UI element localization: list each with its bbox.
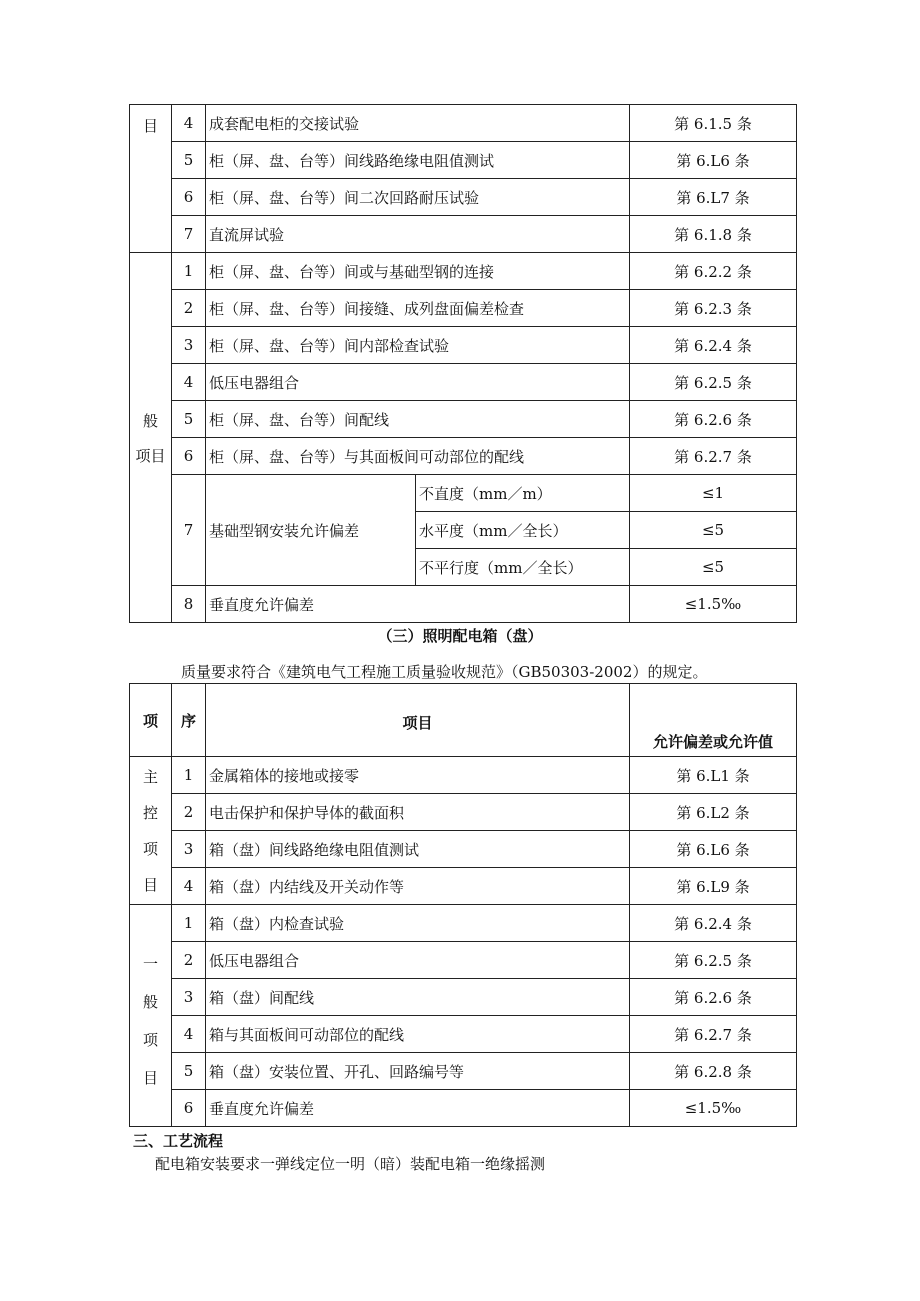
standard-ref: 第 6.2.3 条 xyxy=(630,290,797,327)
tolerance-value: ≤1 xyxy=(630,475,797,512)
row-number: 1 xyxy=(172,253,206,290)
row-number: 6 xyxy=(172,438,206,475)
standard-ref: 第 6.L1 条 xyxy=(630,757,797,794)
item-text: 柜（屏、盘、台等）与其面板间可动部位的配线 xyxy=(206,438,630,475)
header-sequence: 序 xyxy=(172,684,206,757)
standard-ref: 第 6.L2 条 xyxy=(630,794,797,831)
row-number: 4 xyxy=(172,868,206,905)
row-number: 2 xyxy=(172,290,206,327)
standard-ref: 第 6.2.2 条 xyxy=(630,253,797,290)
main-control-label: 主 控 项 目 xyxy=(130,757,172,905)
general-items-label: 般 项目 xyxy=(130,253,172,623)
tolerance-value: ≤5 xyxy=(630,549,797,586)
item-text: 低压电器组合 xyxy=(206,364,630,401)
main-control-label: 目 xyxy=(130,105,172,253)
item-text: 垂直度允许偏差 xyxy=(206,586,630,623)
row-number: 4 xyxy=(172,1016,206,1053)
standard-ref: 第 6.L6 条 xyxy=(630,831,797,868)
standard-ref: 第 6.L7 条 xyxy=(630,179,797,216)
row-number: 5 xyxy=(172,142,206,179)
standard-ref: 第 6.2.7 条 xyxy=(630,1016,797,1053)
tolerance-value: ≤5 xyxy=(630,512,797,549)
standard-ref: 第 6.1.8 条 xyxy=(630,216,797,253)
sub-item-label: 不平行度（mm／全长） xyxy=(416,549,630,586)
row-number: 6 xyxy=(172,1090,206,1127)
row-number: 4 xyxy=(172,364,206,401)
lighting-panel-inspection-table xyxy=(129,683,797,1127)
item-text: 箱与其面板间可动部位的配线 xyxy=(206,1016,630,1053)
standard-ref: 第 6.2.5 条 xyxy=(630,364,797,401)
row-number: 2 xyxy=(172,794,206,831)
item-text: 柜（屏、盘、台等）间线路绝缘电阻值测试 xyxy=(206,142,630,179)
section-title: （三）照明配电箱（盘） xyxy=(377,627,543,645)
standard-ref: 第 6.L6 条 xyxy=(630,142,797,179)
header-category: 项 xyxy=(130,684,172,757)
sub-item-label: 水平度（mm／全长） xyxy=(416,512,630,549)
header-tolerance: 允许偏差或允许值 xyxy=(630,684,797,757)
item-text: 垂直度允许偏差 xyxy=(206,1090,630,1127)
standard-ref: 第 6.1.5 条 xyxy=(630,105,797,142)
item-text: 基础型钢安装允许偏差 xyxy=(206,475,416,586)
row-number: 1 xyxy=(172,757,206,794)
row-number: 4 xyxy=(172,105,206,142)
row-number: 7 xyxy=(172,216,206,253)
row-number: 5 xyxy=(172,401,206,438)
standard-ref: 第 6.2.8 条 xyxy=(630,1053,797,1090)
item-text: 箱（盘）间配线 xyxy=(206,979,630,1016)
row-number: 1 xyxy=(172,905,206,942)
item-text: 箱（盘）内结线及开关动作等 xyxy=(206,868,630,905)
process-flow-text: 配电箱安装要求一弹线定位一明（暗）装配电箱一绝缘摇测 xyxy=(155,1155,546,1173)
row-number: 3 xyxy=(172,831,206,868)
item-text: 柜（屏、盘、台等）间接缝、成列盘面偏差检查 xyxy=(206,290,630,327)
item-text: 金属箱体的接地或接零 xyxy=(206,757,630,794)
row-number: 7 xyxy=(172,475,206,586)
item-text: 柜（屏、盘、台等）间内部检查试验 xyxy=(206,327,630,364)
row-number: 3 xyxy=(172,327,206,364)
row-number: 8 xyxy=(172,586,206,623)
row-number: 3 xyxy=(172,979,206,1016)
standard-ref: 第 6.L9 条 xyxy=(630,868,797,905)
standard-ref: 第 6.2.6 条 xyxy=(630,401,797,438)
tolerance-value: ≤1.5‰ xyxy=(630,586,797,623)
standard-ref: 第 6.2.6 条 xyxy=(630,979,797,1016)
process-heading: 三、工艺流程 xyxy=(133,1132,224,1150)
item-text: 低压电器组合 xyxy=(206,942,630,979)
standard-ref: 第 6.2.4 条 xyxy=(630,327,797,364)
item-text: 电击保护和保护导体的截面积 xyxy=(206,794,630,831)
row-number: 6 xyxy=(172,179,206,216)
item-text: 成套配电柜的交接试验 xyxy=(206,105,630,142)
tolerance-value: ≤1.5‰ xyxy=(630,1090,797,1127)
general-items-label: 一 般 项 目 xyxy=(130,905,172,1127)
item-text: 箱（盘）间线路绝缘电阻值测试 xyxy=(206,831,630,868)
row-number: 2 xyxy=(172,942,206,979)
item-text: 箱（盘）安装位置、开孔、回路编号等 xyxy=(206,1053,630,1090)
standard-ref: 第 6.2.7 条 xyxy=(630,438,797,475)
cabinet-inspection-table xyxy=(129,104,797,623)
row-number: 5 xyxy=(172,1053,206,1090)
item-text: 直流屏试验 xyxy=(206,216,630,253)
item-text: 柜（屏、盘、台等）间配线 xyxy=(206,401,630,438)
item-text: 箱（盘）内检查试验 xyxy=(206,905,630,942)
sub-item-label: 不直度（mm／m） xyxy=(416,475,630,512)
item-text: 柜（屏、盘、台等）间或与基础型钢的连接 xyxy=(206,253,630,290)
item-text: 柜（屏、盘、台等）间二次回路耐压试验 xyxy=(206,179,630,216)
standard-ref: 第 6.2.4 条 xyxy=(630,905,797,942)
quality-requirement-note: 质量要求符合《建筑电气工程施工质量验收规范》（GB50303-2002）的规定。 xyxy=(181,663,708,681)
standard-ref: 第 6.2.5 条 xyxy=(630,942,797,979)
header-item: 项目 xyxy=(206,684,630,757)
